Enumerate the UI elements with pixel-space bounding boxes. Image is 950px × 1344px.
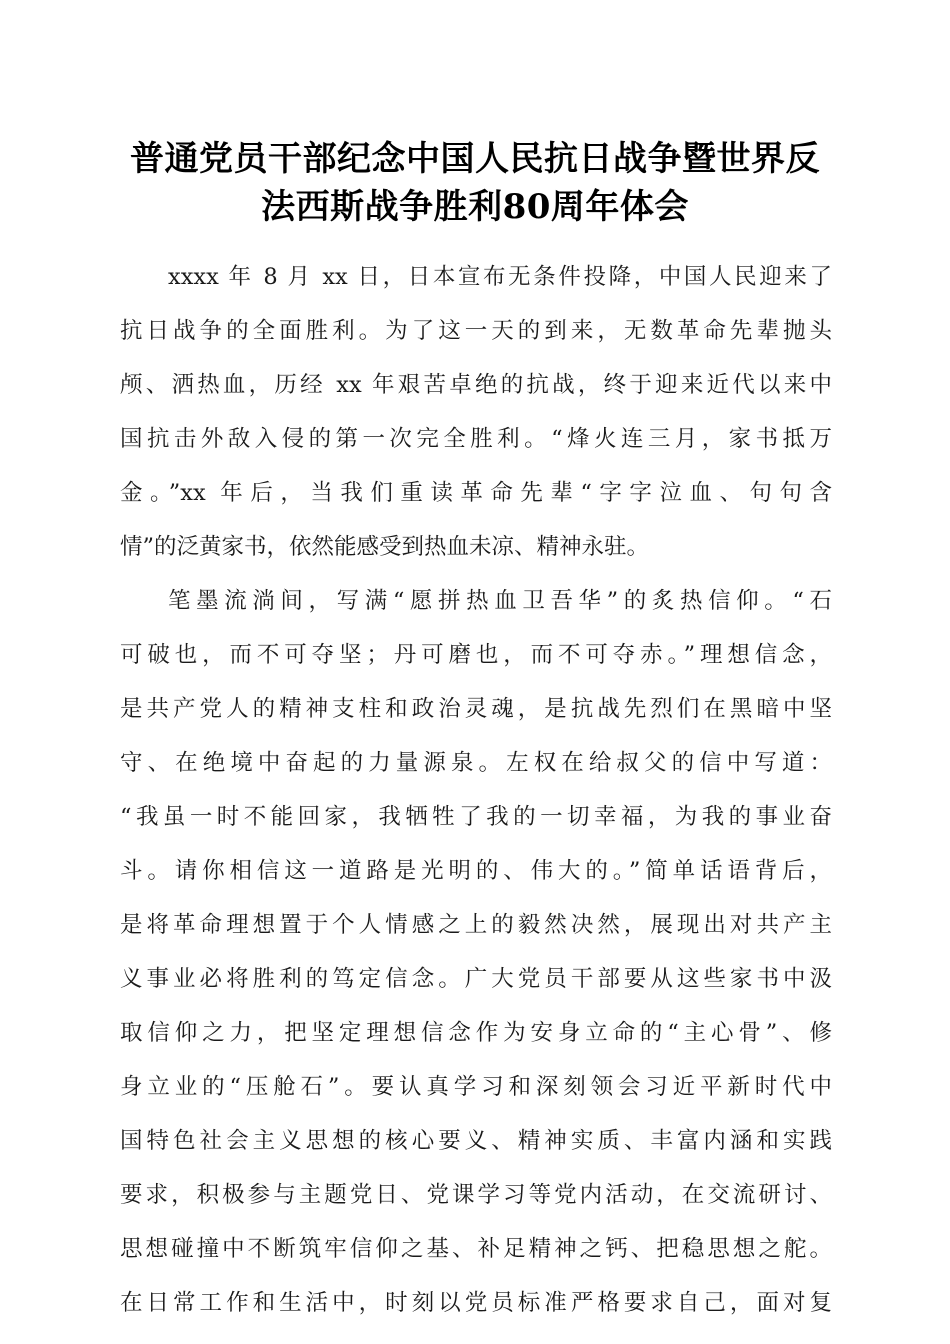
document-title	[100, 135, 850, 231]
paragraph-line: 是将革命理想置于个人情感之上的毅然决然，展现出对共产主	[120, 912, 832, 938]
paragraph-line: 取信仰之力，把坚定理想信念作为安身立命的“主心骨”、修	[120, 1020, 832, 1046]
paragraph-line: 要求，积极参与主题党日、党课学习等党内活动，在交流研讨、	[120, 1182, 832, 1208]
paragraph-line: xxxx 年 8 月 xx 日，日本宣布无条件投降，中国人民迎来了	[168, 264, 832, 290]
paragraph-line: 笔墨流淌间，写满“愿拼热血卫吾华”的炙热信仰。“石	[168, 588, 832, 614]
paragraph-line: 可破也，而不可夺坚；丹可磨也，而不可夺赤。”理想信念，	[120, 642, 832, 668]
paragraph-2	[120, 574, 832, 1330]
paragraph-line: 是共产党人的精神支柱和政治灵魂，是抗战先烈们在黑暗中坚	[120, 696, 832, 722]
paragraph-line: 抗日战争的全面胜利。为了这一天的到来，无数革命先辈抛头	[120, 318, 832, 344]
paragraph-1	[120, 250, 832, 574]
document-body	[120, 250, 832, 1330]
paragraph-line: 国特色社会主义思想的核心要义、精神实质、丰富内涵和实践	[120, 1128, 832, 1154]
paragraph-line: 情”的泛黄家书，依然能感受到热血未凉、精神永驻。	[120, 534, 650, 560]
paragraph-line: 身立业的“压舱石”。要认真学习和深刻领会习近平新时代中	[120, 1074, 832, 1100]
paragraph-line: 金。”xx 年后，当我们重读革命先辈“字字泣血、句句含	[120, 480, 832, 506]
paragraph-line: 在日常工作和生活中，时刻以党员标准严格要求自己，面对复	[120, 1290, 832, 1316]
title-line-2: 法西斯战争胜利80周年体会	[261, 187, 689, 227]
paragraph-line: 国抗击外敌入侵的第一次完全胜利。“烽火连三月，家书抵万	[120, 426, 832, 452]
paragraph-line: 颅、洒热血，历经 xx 年艰苦卓绝的抗战，终于迎来近代以来中	[120, 372, 832, 398]
paragraph-line: “我虽一时不能回家，我牺牲了我的一切幸福，为我的事业奋	[120, 804, 832, 830]
paragraph-line: 守、在绝境中奋起的力量源泉。左权在给叔父的信中写道：	[120, 750, 832, 776]
title-line-1: 普通党员干部纪念中国人民抗日战争暨世界反	[130, 139, 820, 179]
paragraph-line: 斗。请你相信这一道路是光明的、伟大的。”简单话语背后，	[120, 858, 832, 884]
paragraph-line: 思想碰撞中不断筑牢信仰之基、补足精神之钙、把稳思想之舵。	[120, 1236, 832, 1262]
paragraph-line: 义事业必将胜利的笃定信念。广大党员干部要从这些家书中汲	[120, 966, 832, 992]
